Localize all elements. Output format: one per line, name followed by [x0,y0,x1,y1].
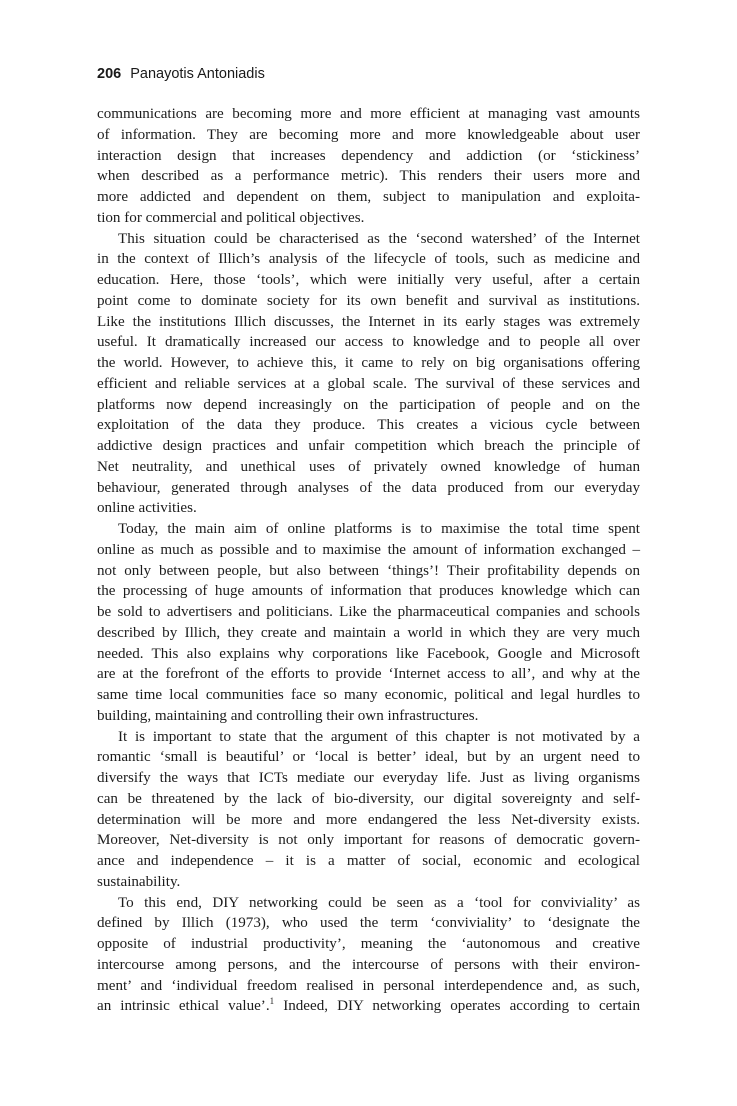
text-line: interaction design that increases dependency and addiction (or ‘stickiness’ [97,147,640,164]
paragraph-5 [97,893,640,1018]
text-line: platforms now depend increasingly on the participation of people and on the [97,396,640,413]
text-line: exploitation of the data they produce. This creates a vicious cycle between [97,417,640,434]
footnote-marker[interactable]: 1 [269,996,275,1007]
text-line: addictive design practices and unfair competition which breach the principle of [97,438,640,454]
text-line: determination will be more and more endangered the less Net-diversity exists. [97,811,640,828]
text-line: of information. They are becoming more and more knowledgeable about user [97,126,640,143]
text-line: To this end, DIY networking could be seen as a ‘tool for conviviality’ as [118,894,640,911]
text-line: communications are becoming more and more efficient at managing vast amounts [97,106,640,122]
text-line: the processing of huge amounts of information that produces knowledge which can [97,583,640,600]
text-line: Like the institutions Illich discusses, the Internet in its early stages was extremely [97,313,640,330]
text-line: be sold to advertisers and politicians. Like the pharmaceutical companies and schools [97,604,640,620]
text-line: point come to dominate society for its own benefit and survival as institutions. [97,292,640,309]
text-line: diversify the ways that ICTs mediate our everyday life. Just as living organisms [97,770,640,786]
text-line: education. Here, those ‘tools’, which were initially very useful, after a certain [97,272,640,288]
text-line: online as much as possible and to maximise the amount of information exchanged – [97,541,640,558]
text-line: more addicted and dependent on them, subject to manipulation and exploita- [97,189,640,205]
text-line: romantic ‘small is beautiful’ or ‘local is better’ ideal, but by an urgent need to [97,749,640,766]
body-text [97,104,640,1017]
text-line: ment’ and ‘individual freedom realised in personal interdependence and, as such, [97,977,640,994]
text-line: tion for commercial and political objectives. [97,209,365,226]
paragraph-4 [97,727,640,893]
text-line: efficient and reliable services at a global scale. The survival of these services and [97,375,640,392]
text-line: online activities. [97,500,197,517]
text-line: It is important to state that the argument of this chapter is not motivated by a [118,728,640,745]
text-line: ance and independence – it is a matter of social, economic and ecological [97,853,640,869]
text-line: intercourse among persons, and the intercourse of persons with their environ- [97,956,640,973]
text-line [97,996,640,1017]
running-head [97,66,265,82]
text-line: when described as a performance metric). This renders their users more and [97,168,640,185]
page-number: 206 [97,66,122,82]
text-line: building, maintaining and controlling their own infrastructures. [97,707,479,724]
text-line: described by Illich, they create and maintain a world in which they are very much [97,624,640,641]
text-fragment: an intrinsic ethical value’. [97,998,270,1015]
text-line: needed. This also explains why corporations like Facebook, Google and Microsoft [97,645,640,662]
text-line: sustainability. [97,873,181,890]
paragraph-1 [97,104,640,229]
text-fragment: Indeed, DIY networking operates according to certain [274,998,641,1015]
text-line: in the context of Illich’s analysis of the lifecycle of tools, such as medicine and [97,251,640,268]
text-line: can be threatened by the lack of bio-diversity, our digital sovereignty and self- [97,790,640,807]
text-line: are at the forefront of the efforts to provide ‘Internet access to all’, and why at the [97,666,640,683]
text-line: the world. However, to achieve this, it came to rely on big organisations offering [97,355,640,371]
text-line: useful. It dramatically increased our access to knowledge and to people all over [97,334,640,351]
text-line: opposite of industrial productivity’, meaning the ‘autonomous and creative [97,936,640,952]
paragraph-3 [97,519,640,727]
running-head-author: Panayotis Antoniadis [130,66,265,82]
text-line: defined by Illich (1973), who used the term ‘conviviality’ to ‘designate the [97,915,640,932]
text-line: This situation could be characterised as the ‘second watershed’ of the Internet [118,230,640,247]
text-line: Moreover, Net-diversity is not only important for reasons of democratic govern- [97,832,640,849]
text-line: same time local communities face so many economic, political and legal hurdles to [97,687,640,703]
text-line: Today, the main aim of online platforms is to maximise the total time spent [118,521,640,537]
text-line: not only between people, but also between ‘things’! Their profitability depends on [97,562,640,579]
text-line: Net neutrality, and unethical uses of privately owned knowledge of human [97,458,640,475]
paragraph-2 [97,229,640,520]
text-line: behaviour, generated through analyses of the data produced from our everyday [97,479,640,496]
